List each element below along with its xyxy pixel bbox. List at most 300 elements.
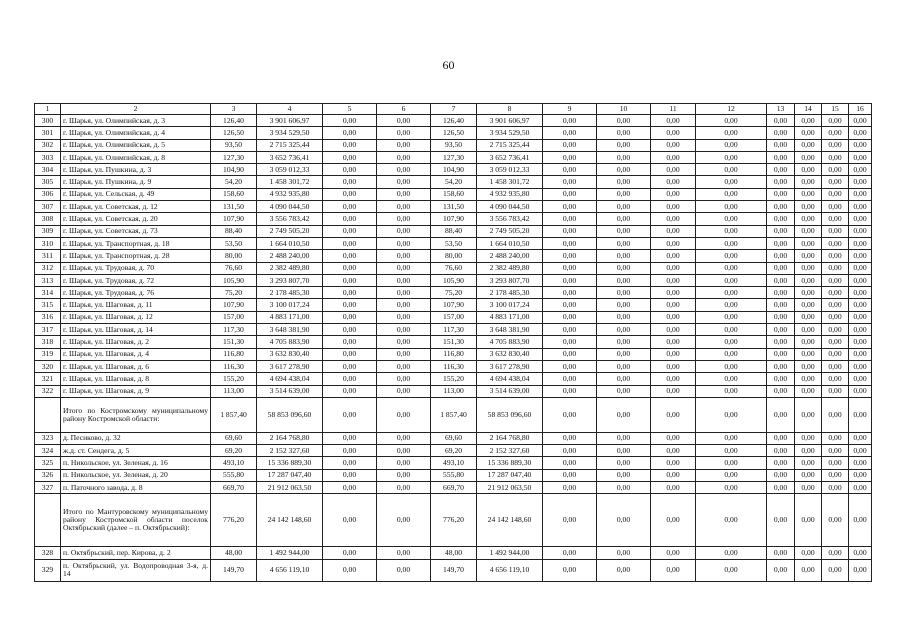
value-cell: 0,00 (651, 151, 696, 163)
value-cell: 0,00 (377, 237, 431, 249)
cost-cell: 3 556 783,42 (477, 213, 543, 225)
value-cell: 0,00 (849, 397, 872, 432)
value-cell: 0,00 (822, 262, 849, 274)
area-cell: 116,80 (211, 348, 257, 360)
value-cell: 0,00 (597, 127, 651, 139)
table-row (35, 127, 872, 139)
value-cell: 0,00 (377, 274, 431, 286)
value-cell: 0,00 (795, 348, 822, 360)
cost-cell: 3 901 606,97 (477, 115, 543, 127)
value-cell: 0,00 (597, 287, 651, 299)
cost-cell: 3 632 830,40 (477, 348, 543, 360)
area-cell: 113,00 (211, 385, 257, 397)
table-row (35, 445, 872, 457)
area-cell: 116,80 (431, 348, 477, 360)
address-cell: п. Никольское, ул. Зеленая, д. 20 (61, 469, 211, 481)
cost-cell: 2 488 240,00 (477, 250, 543, 262)
value-cell: 0,00 (795, 250, 822, 262)
value-cell: 0,00 (849, 188, 872, 200)
value-cell: 0,00 (795, 494, 822, 547)
value-cell: 0,00 (849, 482, 872, 494)
row-number-cell: 305 (35, 176, 61, 188)
table-body (35, 104, 872, 582)
value-cell: 0,00 (597, 225, 651, 237)
area-cell: 158,60 (211, 188, 257, 200)
address-cell: г. Шарья, ул. Олимпийская, д. 8 (61, 151, 211, 163)
value-cell: 0,00 (849, 151, 872, 163)
value-cell: 0,00 (795, 188, 822, 200)
value-cell: 0,00 (696, 397, 767, 432)
table-row (35, 482, 872, 494)
cost-cell: 21 912 063,50 (477, 482, 543, 494)
area-cell: 80,00 (431, 250, 477, 262)
cost-cell: 15 336 889,30 (477, 457, 543, 469)
row-number-cell: 302 (35, 139, 61, 151)
area-cell: 54,20 (431, 176, 477, 188)
value-cell: 0,00 (543, 164, 597, 176)
column-number-cell: 13 (767, 104, 795, 115)
value-cell: 0,00 (795, 176, 822, 188)
area-cell: 80,00 (211, 250, 257, 262)
cost-cell: 3 652 736,41 (257, 151, 323, 163)
value-cell: 0,00 (795, 336, 822, 348)
value-cell: 0,00 (849, 559, 872, 581)
value-cell: 0,00 (795, 115, 822, 127)
area-cell: 127,30 (211, 151, 257, 163)
value-cell: 0,00 (696, 213, 767, 225)
value-cell: 0,00 (696, 432, 767, 444)
value-cell: 0,00 (795, 274, 822, 286)
cost-cell: 3 632 830,40 (257, 348, 323, 360)
value-cell: 0,00 (822, 164, 849, 176)
value-cell: 0,00 (849, 225, 872, 237)
table-row (35, 385, 872, 397)
value-cell: 0,00 (767, 225, 795, 237)
cost-cell: 3 617 278,90 (257, 360, 323, 372)
value-cell: 0,00 (597, 237, 651, 249)
area-cell: 69,60 (211, 432, 257, 444)
area-cell: 105,90 (431, 274, 477, 286)
area-cell: 493,10 (431, 457, 477, 469)
value-cell: 0,00 (377, 299, 431, 311)
cost-cell: 2 382 489,80 (477, 262, 543, 274)
value-cell: 0,00 (597, 547, 651, 559)
value-cell: 0,00 (597, 432, 651, 444)
row-number-cell: 322 (35, 385, 61, 397)
area-cell: 48,00 (431, 547, 477, 559)
value-cell: 0,00 (849, 262, 872, 274)
value-cell: 0,00 (323, 547, 377, 559)
column-number-cell: 5 (323, 104, 377, 115)
row-number-cell: 318 (35, 336, 61, 348)
value-cell: 0,00 (543, 482, 597, 494)
value-cell: 0,00 (597, 457, 651, 469)
value-cell: 0,00 (767, 287, 795, 299)
cost-cell: 4 090 044,50 (257, 201, 323, 213)
value-cell: 0,00 (323, 225, 377, 237)
area-cell: 107,90 (211, 299, 257, 311)
value-cell: 0,00 (651, 176, 696, 188)
cost-cell: 4 932 935,80 (257, 188, 323, 200)
table-row (35, 115, 872, 127)
value-cell: 0,00 (597, 176, 651, 188)
value-cell: 0,00 (651, 225, 696, 237)
value-cell: 0,00 (543, 115, 597, 127)
value-cell: 0,00 (651, 188, 696, 200)
area-cell: 131,50 (211, 201, 257, 213)
area-cell: 117,30 (211, 324, 257, 336)
value-cell: 0,00 (795, 201, 822, 213)
row-number-cell: 301 (35, 127, 61, 139)
value-cell: 0,00 (849, 115, 872, 127)
value-cell: 0,00 (323, 360, 377, 372)
value-cell: 0,00 (651, 139, 696, 151)
value-cell: 0,00 (377, 139, 431, 151)
value-cell: 0,00 (323, 250, 377, 262)
area-cell: 155,20 (211, 373, 257, 385)
value-cell: 0,00 (543, 445, 597, 457)
value-cell: 0,00 (323, 299, 377, 311)
value-cell: 0,00 (651, 482, 696, 494)
value-cell: 0,00 (651, 237, 696, 249)
row-number-cell: 300 (35, 115, 61, 127)
area-cell: 155,20 (431, 373, 477, 385)
value-cell: 0,00 (651, 457, 696, 469)
value-cell: 0,00 (822, 115, 849, 127)
column-number-cell: 3 (211, 104, 257, 115)
value-cell: 0,00 (822, 559, 849, 581)
value-cell: 0,00 (849, 336, 872, 348)
value-cell: 0,00 (651, 274, 696, 286)
value-cell: 0,00 (822, 176, 849, 188)
value-cell: 0,00 (377, 262, 431, 274)
value-cell: 0,00 (849, 457, 872, 469)
value-cell: 0,00 (795, 445, 822, 457)
value-cell: 0,00 (323, 274, 377, 286)
table-row (35, 547, 872, 559)
value-cell: 0,00 (822, 457, 849, 469)
value-cell: 0,00 (651, 397, 696, 432)
value-cell: 0,00 (651, 250, 696, 262)
area-cell: 53,50 (431, 237, 477, 249)
value-cell: 0,00 (696, 237, 767, 249)
area-cell: 88,40 (211, 225, 257, 237)
value-cell: 0,00 (377, 547, 431, 559)
cost-cell: 1 664 010,50 (477, 237, 543, 249)
address-cell: п. Никольское, ул. Зеленая, д. 16 (61, 457, 211, 469)
value-cell: 0,00 (597, 299, 651, 311)
value-cell: 0,00 (696, 274, 767, 286)
value-cell: 0,00 (822, 482, 849, 494)
value-cell: 0,00 (696, 373, 767, 385)
value-cell: 0,00 (795, 299, 822, 311)
value-cell: 0,00 (377, 385, 431, 397)
area-cell: 88,40 (431, 225, 477, 237)
row-number-cell (35, 397, 61, 432)
value-cell: 0,00 (323, 201, 377, 213)
area-cell: 113,00 (431, 385, 477, 397)
address-cell: г. Шарья, ул. Пушкина, д. 3 (61, 164, 211, 176)
value-cell: 0,00 (696, 482, 767, 494)
table-row (35, 139, 872, 151)
value-cell: 0,00 (597, 445, 651, 457)
value-cell: 0,00 (651, 336, 696, 348)
value-cell: 0,00 (767, 336, 795, 348)
address-cell: д. Песиково, д. 32 (61, 432, 211, 444)
value-cell: 0,00 (696, 299, 767, 311)
value-cell: 0,00 (377, 311, 431, 323)
address-cell: г. Шарья, ул. Транспортная, д. 18 (61, 237, 211, 249)
value-cell: 0,00 (323, 457, 377, 469)
column-number-cell: 2 (61, 104, 211, 115)
cost-cell: 3 648 381,90 (477, 324, 543, 336)
table-row (35, 348, 872, 360)
value-cell: 0,00 (597, 348, 651, 360)
row-number-cell: 320 (35, 360, 61, 372)
value-cell: 0,00 (849, 299, 872, 311)
row-number-cell: 321 (35, 373, 61, 385)
value-cell: 0,00 (849, 287, 872, 299)
column-number-cell: 11 (651, 104, 696, 115)
value-cell: 0,00 (849, 201, 872, 213)
cost-cell: 3 293 807,70 (257, 274, 323, 286)
column-number-cell: 4 (257, 104, 323, 115)
value-cell: 0,00 (822, 139, 849, 151)
value-cell: 0,00 (822, 385, 849, 397)
value-cell: 0,00 (696, 348, 767, 360)
area-cell: 93,50 (211, 139, 257, 151)
value-cell: 0,00 (795, 482, 822, 494)
table-row (35, 457, 872, 469)
table-row (35, 373, 872, 385)
value-cell: 0,00 (822, 225, 849, 237)
row-number-cell: 323 (35, 432, 61, 444)
table-row (35, 176, 872, 188)
table-row (35, 287, 872, 299)
value-cell: 0,00 (795, 213, 822, 225)
value-cell: 0,00 (696, 469, 767, 481)
address-cell: г. Шарья, ул. Шаговая, д. 12 (61, 311, 211, 323)
value-cell: 0,00 (767, 262, 795, 274)
registry-table (34, 103, 872, 582)
value-cell: 0,00 (597, 139, 651, 151)
area-cell: 151,30 (211, 336, 257, 348)
value-cell: 0,00 (849, 127, 872, 139)
cost-cell: 2 164 768,80 (257, 432, 323, 444)
value-cell: 0,00 (377, 287, 431, 299)
value-cell: 0,00 (597, 151, 651, 163)
value-cell: 0,00 (323, 287, 377, 299)
value-cell: 0,00 (597, 482, 651, 494)
row-number-cell: 317 (35, 324, 61, 336)
value-cell: 0,00 (795, 237, 822, 249)
address-cell: ж.д. ст. Сендега, д. 5 (61, 445, 211, 457)
value-cell: 0,00 (377, 201, 431, 213)
value-cell: 0,00 (543, 213, 597, 225)
cost-cell: 58 853 096,60 (257, 397, 323, 432)
cost-cell: 3 652 736,41 (477, 151, 543, 163)
row-number-cell (35, 494, 61, 547)
value-cell: 0,00 (795, 559, 822, 581)
address-cell: г. Шарья, ул. Пушкина, д. 9 (61, 176, 211, 188)
cost-cell: 3 556 783,42 (257, 213, 323, 225)
value-cell: 0,00 (767, 188, 795, 200)
cost-cell: 2 749 505,20 (257, 225, 323, 237)
value-cell: 0,00 (767, 311, 795, 323)
value-cell: 0,00 (767, 176, 795, 188)
row-number-cell: 325 (35, 457, 61, 469)
value-cell: 0,00 (597, 274, 651, 286)
value-cell: 0,00 (696, 559, 767, 581)
value-cell: 0,00 (767, 360, 795, 372)
cost-cell: 3 514 639,00 (477, 385, 543, 397)
table-row (35, 469, 872, 481)
table-row (35, 151, 872, 163)
cost-cell: 4 694 438,04 (477, 373, 543, 385)
cost-cell: 3 934 529,50 (257, 127, 323, 139)
value-cell: 0,00 (323, 324, 377, 336)
row-number-cell: 310 (35, 237, 61, 249)
value-cell: 0,00 (323, 139, 377, 151)
value-cell: 0,00 (651, 494, 696, 547)
subtotal-label-cell: Итого по Костромскому муниципальному району Костромской области: (61, 397, 211, 432)
cost-cell: 15 336 889,30 (257, 457, 323, 469)
column-number-cell: 16 (849, 104, 872, 115)
cost-cell: 3 059 012,33 (257, 164, 323, 176)
value-cell: 0,00 (597, 360, 651, 372)
area-cell: 54,20 (211, 176, 257, 188)
cost-cell: 3 100 017,24 (477, 299, 543, 311)
area-cell: 127,30 (431, 151, 477, 163)
value-cell: 0,00 (323, 127, 377, 139)
value-cell: 0,00 (543, 262, 597, 274)
value-cell: 0,00 (696, 457, 767, 469)
value-cell: 0,00 (543, 324, 597, 336)
address-cell: г. Шарья, ул. Советская, д. 12 (61, 201, 211, 213)
cost-cell: 4 883 171,00 (477, 311, 543, 323)
value-cell: 0,00 (543, 432, 597, 444)
row-number-cell: 314 (35, 287, 61, 299)
column-number-cell: 15 (822, 104, 849, 115)
address-cell: п. Октябрьский, пер. Кирова, д. 2 (61, 547, 211, 559)
value-cell: 0,00 (849, 385, 872, 397)
area-cell: 669,70 (431, 482, 477, 494)
area-cell: 1 857,40 (211, 397, 257, 432)
value-cell: 0,00 (822, 151, 849, 163)
cost-cell: 4 090 044,50 (477, 201, 543, 213)
value-cell: 0,00 (377, 250, 431, 262)
value-cell: 0,00 (377, 324, 431, 336)
value-cell: 0,00 (377, 397, 431, 432)
value-cell: 0,00 (795, 385, 822, 397)
column-number-row (35, 104, 872, 115)
address-cell: г. Шарья, ул. Олимпийская, д. 4 (61, 127, 211, 139)
value-cell: 0,00 (543, 274, 597, 286)
table-row (35, 360, 872, 372)
value-cell: 0,00 (323, 397, 377, 432)
value-cell: 0,00 (767, 385, 795, 397)
area-cell: 107,90 (431, 213, 477, 225)
area-cell: 93,50 (431, 139, 477, 151)
value-cell: 0,00 (543, 494, 597, 547)
cost-cell: 1 458 301,72 (477, 176, 543, 188)
value-cell: 0,00 (377, 494, 431, 547)
area-cell: 116,30 (211, 360, 257, 372)
value-cell: 0,00 (543, 151, 597, 163)
value-cell: 0,00 (822, 445, 849, 457)
value-cell: 0,00 (651, 115, 696, 127)
value-cell: 0,00 (696, 188, 767, 200)
value-cell: 0,00 (651, 469, 696, 481)
value-cell: 0,00 (377, 469, 431, 481)
value-cell: 0,00 (597, 213, 651, 225)
cost-cell: 2 164 768,80 (477, 432, 543, 444)
value-cell: 0,00 (822, 127, 849, 139)
table-row (35, 262, 872, 274)
subtotal-label-cell: Итого по Мантуровскому муниципальному району Костромской области поселок Октябрьский (далее – п. Октябрьский): (61, 494, 211, 547)
cost-cell: 2 152 327,60 (257, 445, 323, 457)
value-cell: 0,00 (822, 547, 849, 559)
value-cell: 0,00 (377, 164, 431, 176)
value-cell: 0,00 (696, 176, 767, 188)
value-cell: 0,00 (767, 213, 795, 225)
value-cell: 0,00 (597, 262, 651, 274)
row-number-cell: 306 (35, 188, 61, 200)
value-cell: 0,00 (597, 469, 651, 481)
value-cell: 0,00 (696, 151, 767, 163)
value-cell: 0,00 (377, 559, 431, 581)
value-cell: 0,00 (822, 469, 849, 481)
value-cell: 0,00 (767, 469, 795, 481)
value-cell: 0,00 (323, 115, 377, 127)
row-number-cell: 303 (35, 151, 61, 163)
area-cell: 75,20 (431, 287, 477, 299)
row-number-cell: 304 (35, 164, 61, 176)
value-cell: 0,00 (651, 547, 696, 559)
area-cell: 669,70 (211, 482, 257, 494)
value-cell: 0,00 (767, 482, 795, 494)
value-cell: 0,00 (767, 115, 795, 127)
value-cell: 0,00 (767, 559, 795, 581)
value-cell: 0,00 (849, 324, 872, 336)
address-cell: г. Шарья, ул. Советская, д. 20 (61, 213, 211, 225)
value-cell: 0,00 (849, 348, 872, 360)
table-row (35, 559, 872, 581)
value-cell: 0,00 (377, 373, 431, 385)
address-cell: г. Шарья, ул. Шаговая, д. 6 (61, 360, 211, 372)
value-cell: 0,00 (597, 385, 651, 397)
value-cell: 0,00 (795, 397, 822, 432)
column-number-cell: 10 (597, 104, 651, 115)
value-cell: 0,00 (377, 445, 431, 457)
value-cell: 0,00 (767, 494, 795, 547)
cost-cell: 3 901 606,97 (257, 115, 323, 127)
area-cell: 69,60 (431, 432, 477, 444)
area-cell: 104,90 (431, 164, 477, 176)
value-cell: 0,00 (597, 324, 651, 336)
value-cell: 0,00 (849, 139, 872, 151)
value-cell: 0,00 (696, 164, 767, 176)
area-cell: 69,20 (431, 445, 477, 457)
table-row (35, 225, 872, 237)
value-cell: 0,00 (822, 348, 849, 360)
value-cell: 0,00 (822, 432, 849, 444)
cost-cell: 1 492 944,00 (477, 547, 543, 559)
value-cell: 0,00 (767, 445, 795, 457)
cost-cell: 3 100 017,24 (257, 299, 323, 311)
row-number-cell: 307 (35, 201, 61, 213)
cost-cell: 17 287 047,40 (477, 469, 543, 481)
